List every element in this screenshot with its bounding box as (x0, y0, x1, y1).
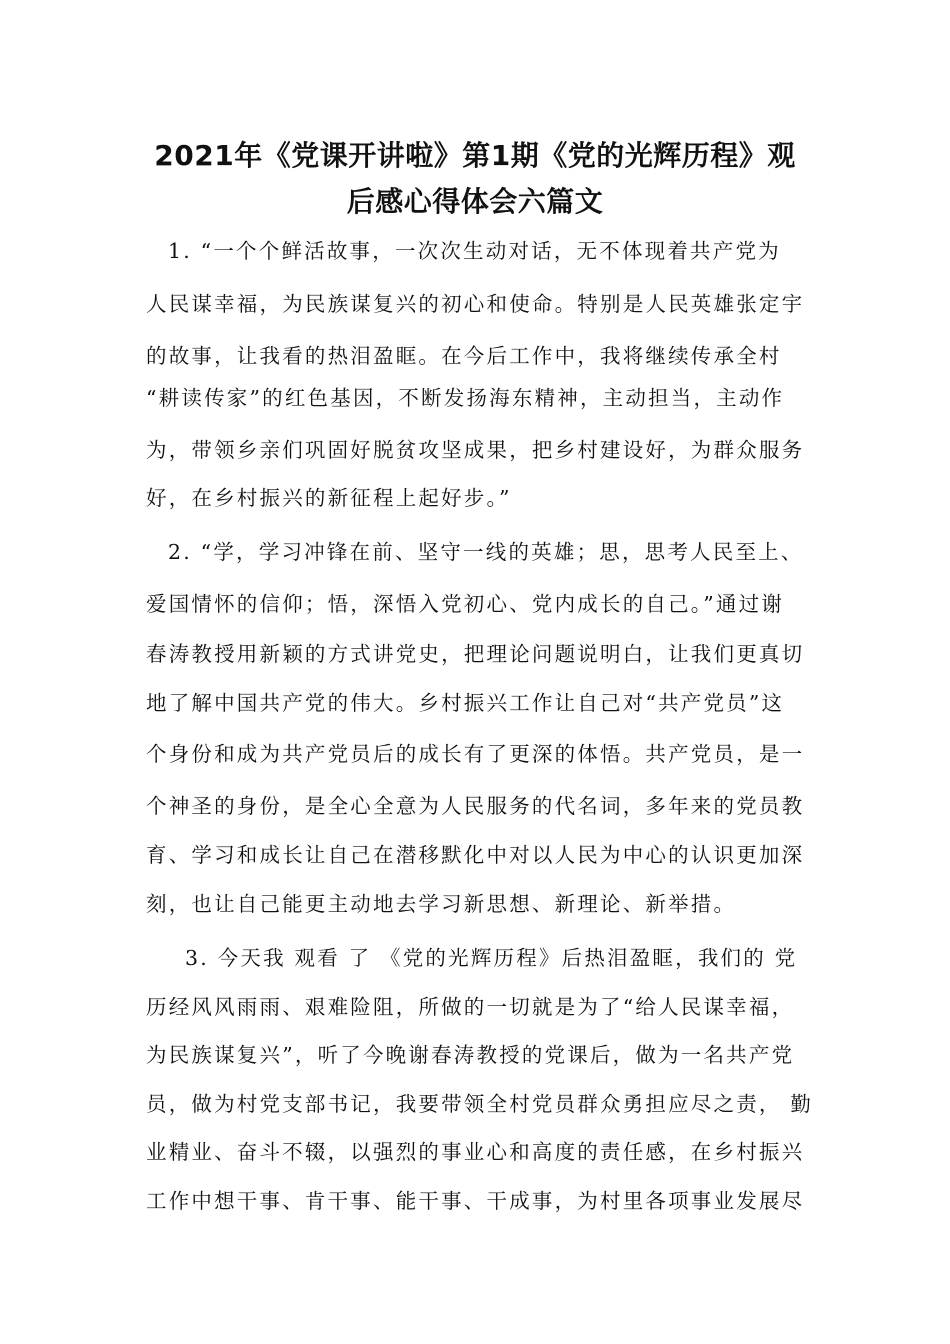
paragraph-3-line-5: 业精业、奋斗不辍，以强烈的事业心和高度的责任感，在乡村振兴 (146, 1140, 805, 1164)
paragraph-2-line-4: 地了解中国共产党的伟大。乡村振兴工作让自己对“共产党员”这 (146, 691, 785, 715)
paragraph-2-line-1: 2. “学，学习冲锋在前、坚守一线的英雄；思，思考人民至上、 (168, 540, 804, 564)
paragraph-2-line-5: 个身份和成为共产党员后的成长有了更深的体悟。共产党员，是一 (146, 742, 805, 766)
paragraph-1-line-5: 为，带领乡亲们巩固好脱贫攻坚成果，把乡村建设好，为群众服务 (146, 438, 805, 462)
paragraph-2-line-2: 爱国情怀的信仰；悟，深悟入党初心、党内成长的自己。”通过谢 (146, 592, 785, 616)
paragraph-1-line-1: 1. “一个个鲜活故事，一次次生动对话，无不体现着共产党为 (168, 239, 781, 263)
paragraph-2-line-6: 个神圣的身份，是全心全意为人民服务的代名词，多年来的党员教 (146, 794, 805, 818)
paragraph-2-line-3: 春涛教授用新颖的方式讲党史，把理论问题说明白，让我们更真切 (146, 642, 805, 666)
paragraph-3-line-4: 员，做为村党支部书记，我要带领全村党员群众勇担应尽之责， 勤 (146, 1092, 814, 1116)
document-title-line-1: 2021年《党课开讲啦》第1期《党的光辉历程》观 (154, 139, 796, 172)
paragraph-3-line-2: 历经风风雨雨、艰难险阻，所做的一切就是为了“给人民谋幸福， (146, 995, 795, 1019)
paragraph-1-line-3: 的故事，让我看的热泪盈眶。在今后工作中，我将继续传承全村 (146, 344, 782, 368)
paragraph-1-line-2: 人民谋幸福，为民族谋复兴的初心和使命。特别是人民英雄张定宇 (146, 292, 805, 316)
paragraph-3-line-6: 工作中想干事、肯干事、能干事、干成事，为村里各项事业发展尽 (146, 1189, 805, 1213)
paragraph-3-line-1: 3. 今天我 观看 了 《党的光辉历程》后热泪盈眶，我们的 党 (185, 946, 798, 970)
paragraph-1-line-6: 好，在乡村振兴的新征程上起好步。” (146, 486, 512, 510)
paragraph-2-line-8: 刻，也让自己能更主动地去学习新思想、新理论、新举措。 (146, 892, 737, 916)
paragraph-3-line-3: 为民族谋复兴”，听了今晚谢春涛教授的党课后，做为一名共产党 (146, 1043, 795, 1067)
paragraph-2-line-7: 育、学习和成长让自己在潜移默化中对以人民为中心的认识更加深 (146, 843, 805, 867)
paragraph-1-line-4: “耕读传家”的红色基因，不断发扬海东精神，主动担当，主动作 (146, 386, 785, 410)
document-title-line-2: 后感心得体会六篇文 (346, 185, 604, 218)
